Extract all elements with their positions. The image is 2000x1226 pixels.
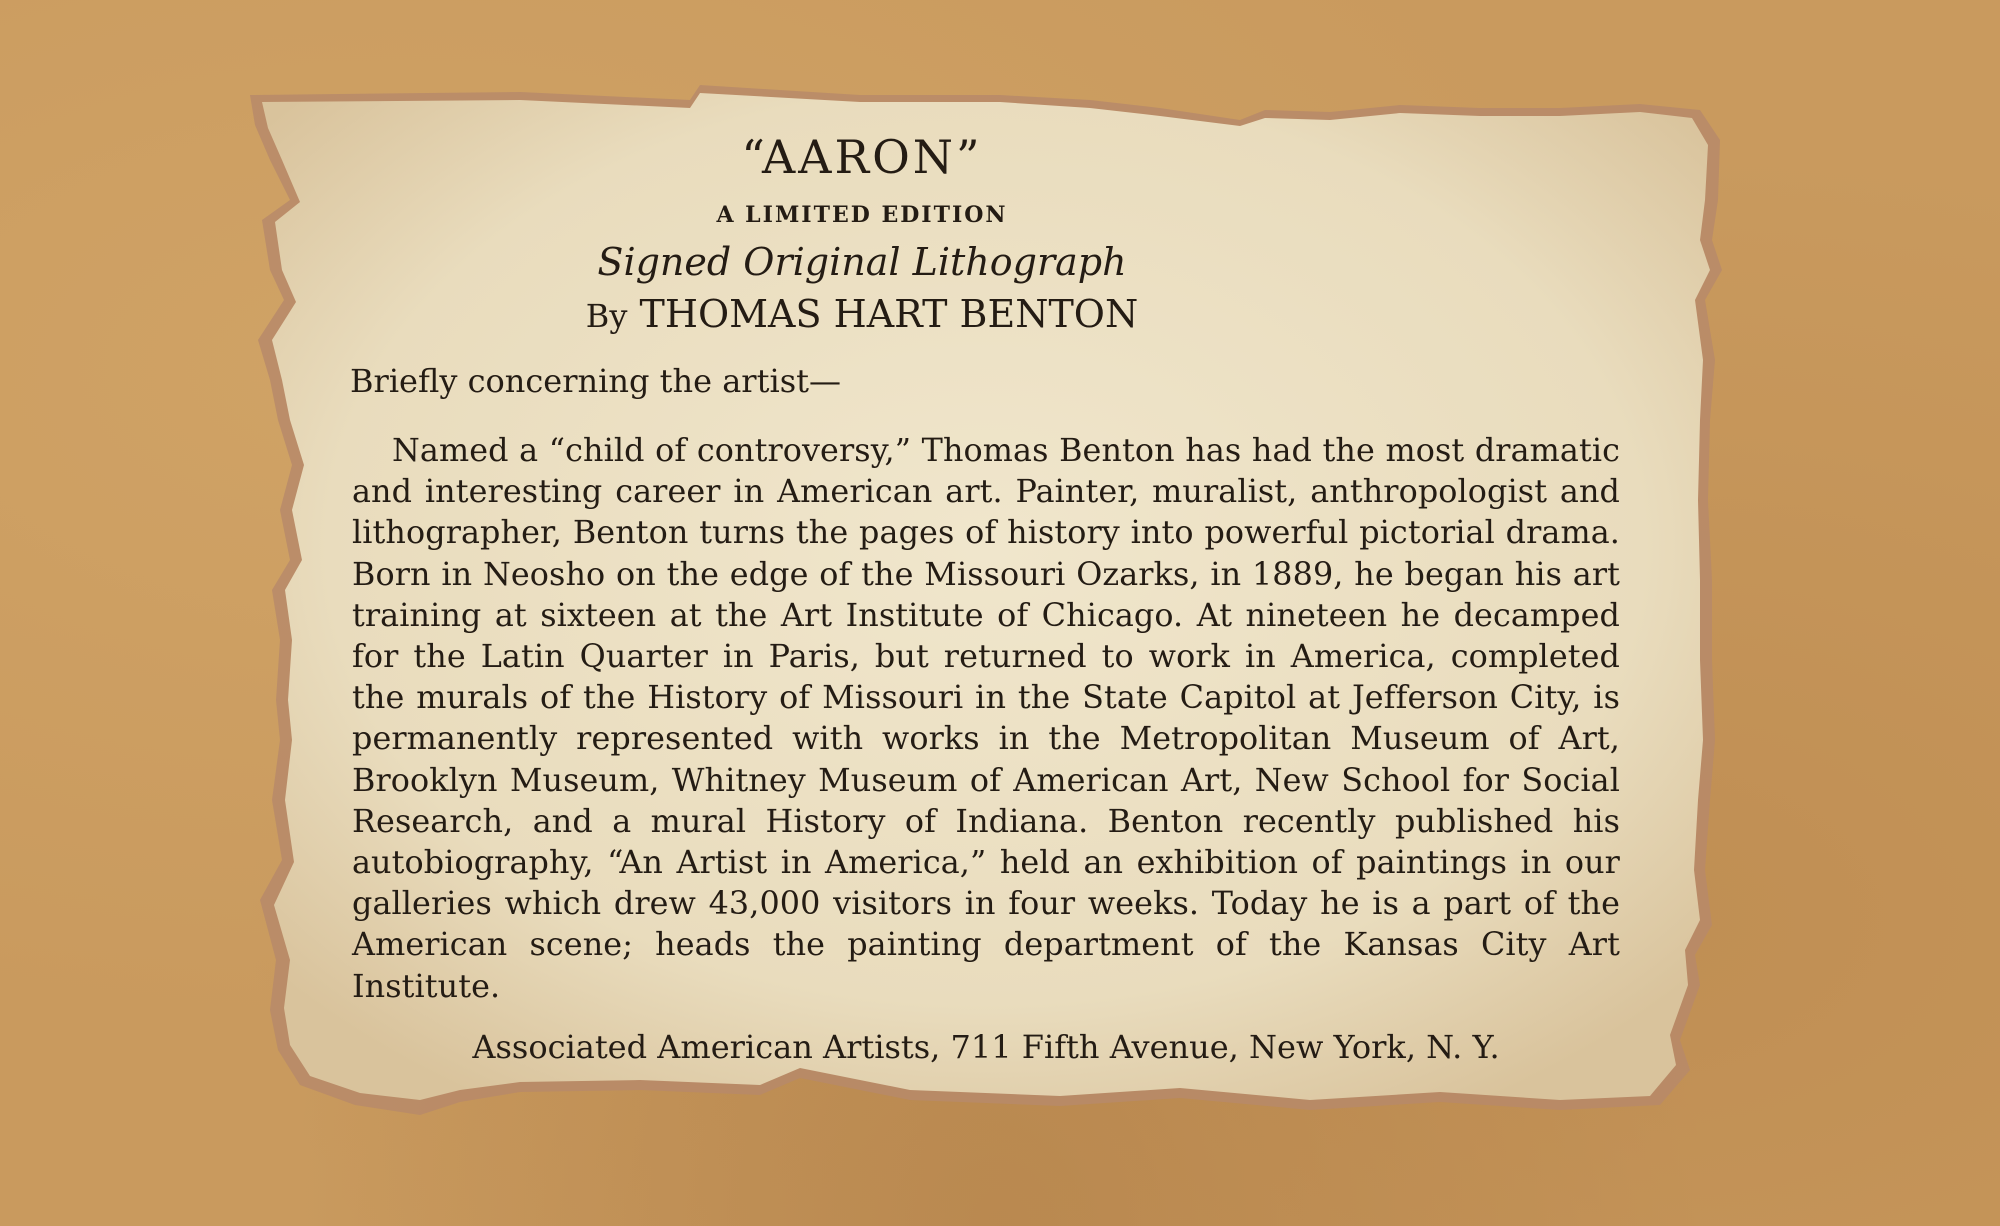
edition-line: A LIMITED EDITION <box>716 202 1008 228</box>
artist-name: THOMAS HART BENTON <box>639 292 1139 336</box>
publisher-line: Associated American Artists, 711 Fifth Avenue, New York, N. Y. <box>472 1028 1500 1066</box>
subtitle-line: Signed Original Lithograph <box>597 240 1127 284</box>
byline <box>262 292 1462 336</box>
intro-line: Briefly concerning the artist— <box>350 362 841 400</box>
artist-biography: Named a “child of controversy,” Thomas Benton has had the most dramatic and interesting career in American art. Painter, muralist, anthropologist and lithographer, Benton turns the pages of history into powerful pictorial drama. Born in Neosho on the edge of the Missouri Ozarks, in 1889, he began his art training at sixteen at the Art Institute of Chicago. At nineteen he decamped for the Latin Quarter in Paris, but returned to work in America, completed the murals of the History of Missouri in the State Capitol at Jefferson City, is permanently represented with works in the Metropolitan Museum of Art, Brooklyn Museum, Whitney Museum of American Art, New School for Social Research, and a mural History of Indiana. Benton recently published his autobiography, “An Artist in America,” held an exhibition of paintings in our galleries which drew 43,000 visitors in four weeks. Today he is a part of the American scene; heads the painting department of the Kansas City Art Institute. <box>352 432 1620 1005</box>
document-label <box>262 90 1710 1100</box>
byline-by: By <box>585 297 628 335</box>
artwork-title: “AARON” <box>741 130 983 184</box>
